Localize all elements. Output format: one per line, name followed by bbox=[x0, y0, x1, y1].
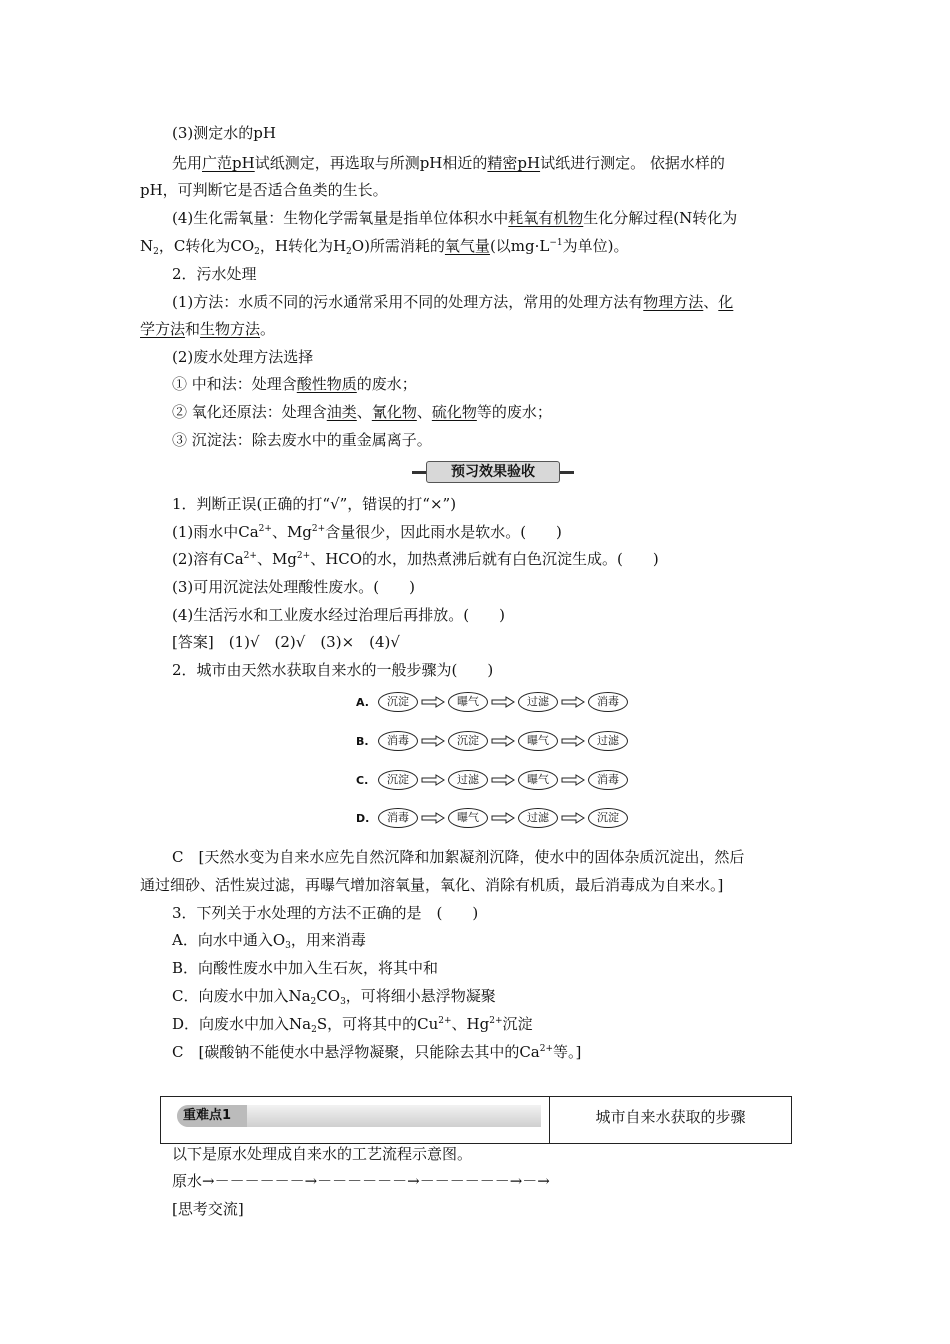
text-line: ③ 沉淀法：除去废水中的重金属离子。 bbox=[172, 431, 432, 449]
key-point-tag: 重难点1 bbox=[177, 1105, 247, 1127]
step-pill: 过滤 bbox=[448, 770, 488, 790]
process-flow-line: 原水→－－－－－－→－－－－－－→－－－－－－→－→ bbox=[172, 1172, 550, 1190]
question-3: 3．下列关于水处理的方法不正确的是 ( ) bbox=[172, 904, 479, 922]
question-1: 1．判断正误(正确的打“√”，错误的打“×”) bbox=[172, 495, 457, 513]
key-point-title: 城市自来水获取的步骤 bbox=[595, 1108, 746, 1126]
question-3-option: A．向水中通入$O_3$，用来消毒 bbox=[172, 931, 366, 951]
option-label: A. bbox=[356, 695, 369, 709]
question-1-item: (4)生活污水和工业废水经过治理后再排放。( ) bbox=[172, 606, 505, 624]
step-pill: 过滤 bbox=[518, 808, 558, 828]
question-3-option: C．向废水中加入$Na_2CO_3$，可将细小悬浮物凝聚 bbox=[172, 987, 496, 1007]
text-line: ① 中和法：处理含酸性物质的废水； bbox=[172, 375, 417, 393]
step-pill: 曝气 bbox=[518, 731, 558, 751]
text-line: $N_2$，C转化为$CO_2$，H转化为$H_2O$)所需消耗的氧气量(以$mg\cdot L^{-1}$为单位)。 bbox=[140, 237, 629, 257]
answer-2: C [天然水变为自来水应先自然沉降和加絮凝剂沉降，使水中的固体杂质沉淀出，然后 bbox=[172, 848, 745, 866]
arrow-icon bbox=[491, 773, 515, 787]
answer-2: 通过细砂、活性炭过滤，再曝气增加溶氧量，氧化、消除有机质，最后消毒成为自来水。] bbox=[140, 876, 724, 894]
option-flow-a bbox=[356, 691, 628, 713]
step-pill: 消毒 bbox=[378, 731, 418, 751]
text-line: (3)测定水的pH bbox=[172, 124, 276, 142]
arrow-icon bbox=[421, 734, 445, 748]
text-line: (2)废水处理方法选择 bbox=[172, 348, 314, 366]
arrow-icon bbox=[491, 734, 515, 748]
text-line: (4)生化需氧量：生物化学需氧量是指单位体积水中耗氧有机物生化分解过程(N转化为 bbox=[172, 209, 738, 227]
key-point-box bbox=[160, 1096, 792, 1144]
step-pill: 消毒 bbox=[588, 770, 628, 790]
step-pill: 沉淀 bbox=[378, 770, 418, 790]
step-pill: 沉淀 bbox=[448, 731, 488, 751]
option-flow-d bbox=[356, 807, 628, 829]
question-3-option: B．向酸性废水中加入生石灰，将其中和 bbox=[172, 959, 439, 977]
answer-3: C [碳酸钠不能使水中悬浮物凝聚，只能除去其中的$Ca^{2+}$等。] bbox=[172, 1043, 582, 1061]
question-1-item: (1)雨水中$Ca^{2+}$、$Mg^{2+}$含量很少，因此雨水是软水。( ) bbox=[172, 523, 562, 541]
option-flow-c bbox=[356, 769, 628, 791]
step-pill: 曝气 bbox=[448, 692, 488, 712]
arrow-icon bbox=[421, 695, 445, 709]
step-pill: 消毒 bbox=[378, 808, 418, 828]
option-label: D. bbox=[356, 811, 370, 825]
text-line: (1)方法：水质不同的污水通常采用不同的处理方法，常用的处理方法有物理方法、化 bbox=[172, 293, 734, 311]
arrow-icon bbox=[561, 734, 585, 748]
section-banner: 预习效果验收 bbox=[412, 461, 574, 483]
question-2: 2．城市由天然水获取自来水的一般步骤为( ) bbox=[172, 661, 494, 679]
step-pill: 过滤 bbox=[588, 731, 628, 751]
arrow-icon bbox=[491, 695, 515, 709]
text-line: ② 氧化还原法：处理含油类、氰化物、硫化物等的废水； bbox=[172, 403, 552, 421]
text-line: 学方法和生物方法。 bbox=[140, 320, 276, 338]
option-flow-b bbox=[356, 730, 628, 752]
discussion-heading: [思考交流] bbox=[172, 1200, 244, 1218]
question-1-item: (2)溶有$Ca^{2+}$、$Mg^{2+}$、HCO的水，加热煮沸后就有白色沉淀生成。( ) bbox=[172, 550, 659, 568]
arrow-icon bbox=[561, 811, 585, 825]
arrow-icon bbox=[491, 811, 515, 825]
step-pill: 曝气 bbox=[518, 770, 558, 790]
text-line: 以下是原水处理成自来水的工艺流程示意图。 bbox=[172, 1145, 473, 1163]
arrow-icon bbox=[561, 773, 585, 787]
arrow-icon bbox=[421, 773, 445, 787]
step-pill: 沉淀 bbox=[588, 808, 628, 828]
section-heading: 2．污水处理 bbox=[172, 265, 257, 283]
arrow-icon bbox=[421, 811, 445, 825]
question-1-item: (3)可用沉淀法处理酸性废水。( ) bbox=[172, 578, 415, 596]
step-pill: 曝气 bbox=[448, 808, 488, 828]
text-line: 先用广范pH试纸测定，再选取与所测pH相近的精密pH试纸进行测定。 依据水样的 bbox=[172, 154, 725, 172]
question-3-option: D．向废水中加入$Na_2S$，可将其中的$Cu^{2+}$、$Hg^{2+}$沉淀 bbox=[172, 1015, 533, 1035]
step-pill: 沉淀 bbox=[378, 692, 418, 712]
step-pill: 过滤 bbox=[518, 692, 558, 712]
text-line: pH，可判断它是否适合鱼类的生长。 bbox=[140, 181, 388, 199]
arrow-icon bbox=[561, 695, 585, 709]
option-label: C. bbox=[356, 773, 369, 787]
answer-1: [答案] (1)√ (2)√ (3)× (4)√ bbox=[172, 633, 400, 651]
step-pill: 消毒 bbox=[588, 692, 628, 712]
option-label: B. bbox=[356, 734, 369, 748]
